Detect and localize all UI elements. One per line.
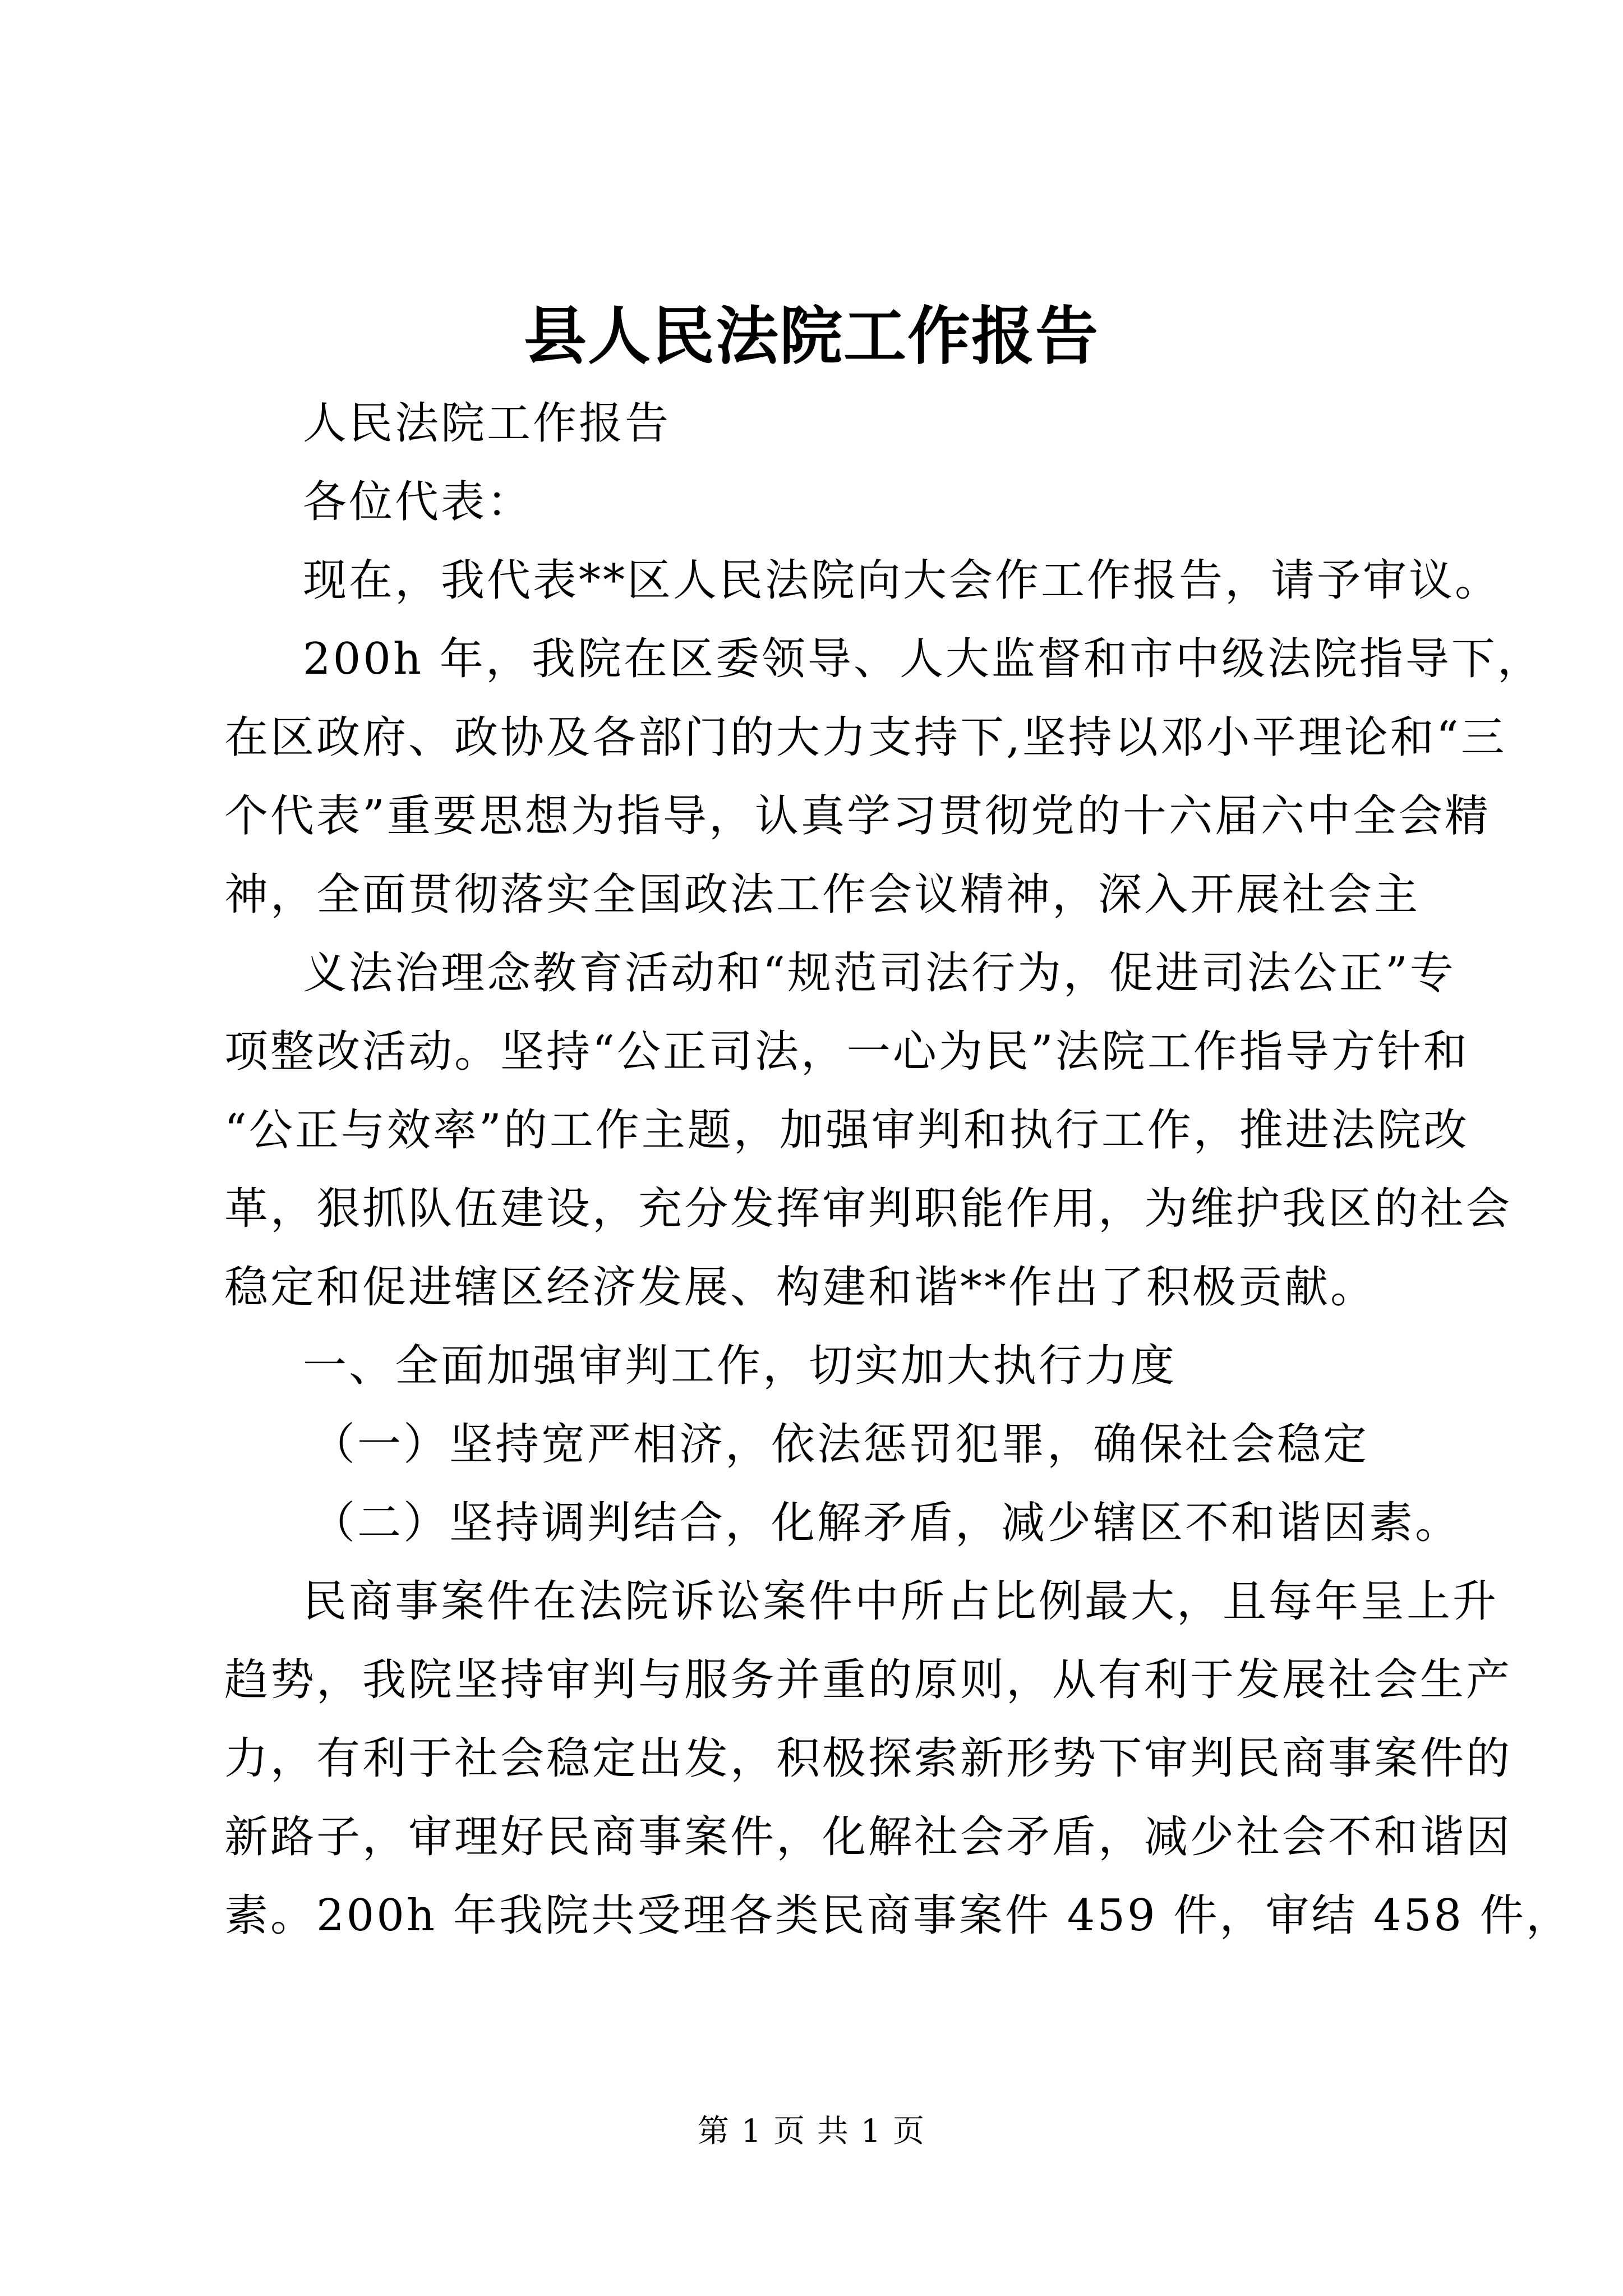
subsection-heading: （一）坚持宽严相济，依法惩罚犯罪，确保社会稳定	[311, 1419, 1370, 1470]
salutation-line: 各位代表：	[303, 477, 533, 527]
body-line: 力，有利于社会稳定出发，积极探索新形势下审判民商事案件的	[224, 1733, 1513, 1784]
document-title: 县人民法院工作报告	[524, 300, 1099, 373]
body-line: 个代表”重要思想为指导，认真学习贯彻党的十六届六中全会精	[224, 791, 1491, 841]
body-line: 趋势，我院坚持审判与服务并重的原则，从有利于发展社会生产	[224, 1655, 1513, 1705]
body-line: 项整改活动。坚持“公正司法，一心为民”法院工作指导方针和	[224, 1027, 1469, 1077]
body-line: 民商事案件在法院诉讼案件中所占比例最大，且每年呈上升	[303, 1576, 1499, 1627]
body-line: “公正与效率”的工作主题，加强审判和执行工作，推进法院改	[224, 1105, 1469, 1156]
subsection-heading: （二）坚持调判结合，化解矛盾，减少辖区不和谐因素。	[311, 1498, 1461, 1548]
page-footer: 第 1 页 共 1 页	[697, 2113, 926, 2150]
body-line: 现在，我代表**区人民法院向大会作工作报告，请予审议。	[303, 555, 1501, 606]
body-line: 稳定和促进辖区经济发展、构建和谐**作出了积极贡献。	[224, 1262, 1377, 1313]
body-line: 新路子，审理好民商事案件，化解社会矛盾，减少社会不和谐因	[224, 1812, 1513, 1862]
body-line: 素。200h 年我院共受理各类民商事案件 459 件，审结 458 件，	[224, 1890, 1572, 1941]
body-line: 革，狠抓队伍建设，充分发挥审判职能作用，为维护我区的社会	[224, 1184, 1513, 1234]
body-line: 在区政府、政协及各部门的大力支持下,坚持以邓小平理论和“三	[224, 712, 1507, 763]
body-line: 神，全面贯彻落实全国政法工作会议精神，深入开展社会主	[224, 869, 1421, 920]
section-heading: 一、全面加强审判工作，切实加大执行力度	[303, 1341, 1177, 1391]
subtitle-line: 人民法院工作报告	[303, 398, 671, 449]
body-line: 200h 年，我院在区委领导、人大监督和市中级法院指导下，	[303, 634, 1543, 684]
body-line: 义法治理念教育活动和“规范司法行为，促进司法公正”专	[303, 948, 1456, 999]
